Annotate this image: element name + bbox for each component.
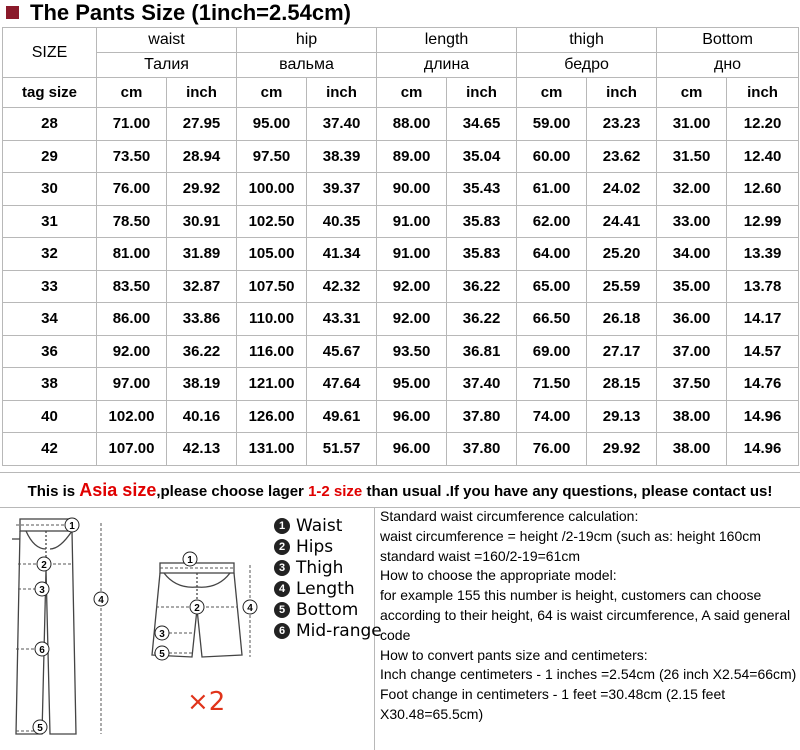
group-header-waist-ru: Талия: [97, 53, 237, 78]
value-cell: 88.00: [377, 108, 447, 141]
value-cell: 62.00: [517, 205, 587, 238]
value-cell: 12.99: [727, 205, 799, 238]
table-row: [3, 173, 799, 206]
diagram-num-2: 2: [41, 560, 47, 571]
shorts-num-1: 1: [187, 555, 193, 566]
shorts-drawing: [142, 547, 262, 677]
value-cell: 42.13: [167, 433, 237, 466]
value-cell: 107.00: [97, 433, 167, 466]
value-cell: 66.50: [517, 303, 587, 336]
group-header-bottom: Bottom: [657, 28, 799, 53]
size-info-text: [380, 507, 798, 725]
table-row: [3, 400, 799, 433]
table-row: [3, 368, 799, 401]
value-cell: 91.00: [377, 238, 447, 271]
value-cell: 102.50: [237, 205, 307, 238]
legend-item: [274, 515, 382, 536]
value-cell: 37.40: [447, 368, 517, 401]
group-header-hip: hip: [237, 28, 377, 53]
value-cell: 60.00: [517, 140, 587, 173]
tag-size-header: tag size: [3, 78, 97, 108]
asia-size-notice: [0, 472, 800, 508]
value-cell: 36.81: [447, 335, 517, 368]
group-header-thigh-ru: бедро: [517, 53, 657, 78]
header-row-en: [3, 28, 799, 53]
value-cell: 107.50: [237, 270, 307, 303]
value-cell: 71.50: [517, 368, 587, 401]
value-cell: 43.31: [307, 303, 377, 336]
unit-inch: inch: [447, 78, 517, 108]
value-cell: 76.00: [517, 433, 587, 466]
tag-size-cell: 38: [3, 368, 97, 401]
group-header-length-ru: длина: [377, 53, 517, 78]
value-cell: 92.00: [377, 303, 447, 336]
value-cell: 36.22: [447, 303, 517, 336]
value-cell: 64.00: [517, 238, 587, 271]
value-cell: 97.50: [237, 140, 307, 173]
value-cell: 40.16: [167, 400, 237, 433]
number-badge-icon: 5: [274, 602, 290, 618]
size-header: SIZE: [3, 28, 97, 78]
tag-size-cell: 31: [3, 205, 97, 238]
value-cell: 40.35: [307, 205, 377, 238]
value-cell: 14.17: [727, 303, 799, 336]
number-badge-icon: 6: [274, 623, 290, 639]
table-row: [3, 303, 799, 336]
tag-size-cell: 40: [3, 400, 97, 433]
value-cell: 37.80: [447, 433, 517, 466]
info-line: How to choose the appropriate model:: [380, 567, 617, 584]
value-cell: 45.67: [307, 335, 377, 368]
table-row: [3, 238, 799, 271]
tag-size-cell: 33: [3, 270, 97, 303]
value-cell: 59.00: [517, 108, 587, 141]
legend-label: Mid-range: [296, 620, 382, 641]
value-cell: 49.61: [307, 400, 377, 433]
header-row-ru: [3, 53, 799, 78]
value-cell: 71.00: [97, 108, 167, 141]
title-bar: [0, 0, 800, 26]
notice-size-range: 1-2 size: [308, 483, 363, 500]
table-row: [3, 270, 799, 303]
number-badge-icon: 1: [274, 518, 290, 534]
value-cell: 91.00: [377, 205, 447, 238]
notice-text-3: than usual .If you have any questions, please contact us!: [362, 483, 773, 500]
number-badge-icon: 2: [274, 539, 290, 555]
value-cell: 36.00: [657, 303, 727, 336]
value-cell: 29.92: [587, 433, 657, 466]
value-cell: 30.91: [167, 205, 237, 238]
value-cell: 116.00: [237, 335, 307, 368]
table-row: [3, 335, 799, 368]
value-cell: 34.00: [657, 238, 727, 271]
value-cell: 24.02: [587, 173, 657, 206]
shorts-num-3: 3: [159, 629, 165, 640]
value-cell: 31.50: [657, 140, 727, 173]
legend-label: Bottom: [296, 599, 359, 620]
number-badge-icon: 3: [274, 560, 290, 576]
value-cell: 36.22: [447, 270, 517, 303]
unit-cm: cm: [97, 78, 167, 108]
value-cell: 90.00: [377, 173, 447, 206]
legend-item: [274, 578, 382, 599]
group-header-hip-ru: вальма: [237, 53, 377, 78]
quantity-times-two: ×2: [187, 687, 226, 717]
value-cell: 29.13: [587, 400, 657, 433]
value-cell: 32.87: [167, 270, 237, 303]
value-cell: 12.20: [727, 108, 799, 141]
value-cell: 121.00: [237, 368, 307, 401]
value-cell: 81.00: [97, 238, 167, 271]
tag-size-cell: 32: [3, 238, 97, 271]
unit-cm: cm: [517, 78, 587, 108]
value-cell: 27.95: [167, 108, 237, 141]
value-cell: 92.00: [377, 270, 447, 303]
value-cell: 105.00: [237, 238, 307, 271]
page-title: The Pants Size (1inch=2.54cm): [30, 0, 351, 25]
value-cell: 31.00: [657, 108, 727, 141]
value-cell: 25.20: [587, 238, 657, 271]
unit-cm: cm: [657, 78, 727, 108]
value-cell: 12.60: [727, 173, 799, 206]
value-cell: 14.57: [727, 335, 799, 368]
value-cell: 89.00: [377, 140, 447, 173]
value-cell: 110.00: [237, 303, 307, 336]
value-cell: 29.92: [167, 173, 237, 206]
unit-inch: inch: [727, 78, 799, 108]
value-cell: 37.40: [307, 108, 377, 141]
legend-item: [274, 620, 382, 641]
bottom-section: [0, 507, 800, 750]
value-cell: 38.00: [657, 433, 727, 466]
group-header-length: length: [377, 28, 517, 53]
measurement-legend: [274, 515, 382, 641]
value-cell: 37.50: [657, 368, 727, 401]
value-cell: 47.64: [307, 368, 377, 401]
value-cell: 28.15: [587, 368, 657, 401]
value-cell: 31.89: [167, 238, 237, 271]
value-cell: 35.00: [657, 270, 727, 303]
shorts-num-4: 4: [247, 603, 253, 614]
value-cell: 35.04: [447, 140, 517, 173]
value-cell: 95.00: [237, 108, 307, 141]
notice-text-2: ,please choose lager: [156, 483, 309, 500]
legend-label: Thigh: [296, 557, 344, 578]
long-pants-drawing: [6, 509, 116, 749]
group-header-thigh: thigh: [517, 28, 657, 53]
value-cell: 26.18: [587, 303, 657, 336]
value-cell: 14.96: [727, 400, 799, 433]
value-cell: 126.00: [237, 400, 307, 433]
value-cell: 23.23: [587, 108, 657, 141]
tag-size-cell: 30: [3, 173, 97, 206]
value-cell: 13.78: [727, 270, 799, 303]
value-cell: 25.59: [587, 270, 657, 303]
value-cell: 95.00: [377, 368, 447, 401]
tag-size-cell: 28: [3, 108, 97, 141]
value-cell: 35.43: [447, 173, 517, 206]
legend-label: Length: [296, 578, 355, 599]
value-cell: 37.00: [657, 335, 727, 368]
unit-inch: inch: [587, 78, 657, 108]
value-cell: 35.83: [447, 238, 517, 271]
value-cell: 42.32: [307, 270, 377, 303]
tag-size-cell: 36: [3, 335, 97, 368]
unit-inch: inch: [307, 78, 377, 108]
unit-cm: cm: [237, 78, 307, 108]
value-cell: 38.00: [657, 400, 727, 433]
table-row: [3, 205, 799, 238]
value-cell: 51.57: [307, 433, 377, 466]
info-line: for example 155 this number is height, customers can choose according to their height, 64 is waist circumference, A said general code: [380, 587, 791, 643]
measurement-illustration: [2, 507, 382, 750]
unit-inch: inch: [167, 78, 237, 108]
value-cell: 14.76: [727, 368, 799, 401]
value-cell: 96.00: [377, 433, 447, 466]
value-cell: 78.50: [97, 205, 167, 238]
legend-item: [274, 557, 382, 578]
value-cell: 97.00: [97, 368, 167, 401]
value-cell: 100.00: [237, 173, 307, 206]
tag-size-cell: 29: [3, 140, 97, 173]
diagram-num-4: 4: [98, 595, 104, 606]
value-cell: 69.00: [517, 335, 587, 368]
info-line: Foot change in centimeters - 1 feet =30.48cm (2.15 feet X30.48=65.5cm): [380, 686, 726, 722]
value-cell: 14.96: [727, 433, 799, 466]
title-square-icon: [6, 6, 19, 19]
value-cell: 12.40: [727, 140, 799, 173]
legend-label: Hips: [296, 536, 334, 557]
value-cell: 34.65: [447, 108, 517, 141]
shorts-num-2: 2: [194, 603, 200, 614]
group-header-waist: waist: [97, 28, 237, 53]
value-cell: 83.50: [97, 270, 167, 303]
value-cell: 102.00: [97, 400, 167, 433]
value-cell: 38.39: [307, 140, 377, 173]
tag-size-cell: 34: [3, 303, 97, 336]
diagram-num-5: 5: [37, 723, 43, 734]
value-cell: 41.34: [307, 238, 377, 271]
notice-asia-size: Asia size: [79, 480, 157, 500]
info-line: Inch change centimeters - 1 inches =2.54cm (26 inch X2.54=66cm): [380, 666, 797, 683]
value-cell: 92.00: [97, 335, 167, 368]
diagram-num-3: 3: [39, 585, 45, 596]
unit-cm: cm: [377, 78, 447, 108]
value-cell: 76.00: [97, 173, 167, 206]
value-cell: 65.00: [517, 270, 587, 303]
tag-size-cell: 42: [3, 433, 97, 466]
value-cell: 35.83: [447, 205, 517, 238]
value-cell: 23.62: [587, 140, 657, 173]
number-badge-icon: 4: [274, 581, 290, 597]
value-cell: 93.50: [377, 335, 447, 368]
value-cell: 24.41: [587, 205, 657, 238]
legend-item: [274, 536, 382, 557]
legend-item: [274, 599, 382, 620]
value-cell: 28.94: [167, 140, 237, 173]
value-cell: 96.00: [377, 400, 447, 433]
value-cell: 38.19: [167, 368, 237, 401]
size-table: [2, 27, 799, 466]
value-cell: 33.86: [167, 303, 237, 336]
value-cell: 39.37: [307, 173, 377, 206]
value-cell: 131.00: [237, 433, 307, 466]
unit-header-row: [3, 78, 799, 108]
shorts-num-5: 5: [159, 649, 165, 660]
value-cell: 32.00: [657, 173, 727, 206]
value-cell: 86.00: [97, 303, 167, 336]
info-line: waist circumference = height /2-19cm (such as: height 160cm standard waist =160/2-19=61cm: [380, 527, 761, 564]
value-cell: 13.39: [727, 238, 799, 271]
value-cell: 36.22: [167, 335, 237, 368]
value-cell: 33.00: [657, 205, 727, 238]
table-row: [3, 433, 799, 466]
info-line: How to convert pants size and centimeters:: [380, 646, 648, 663]
value-cell: 73.50: [97, 140, 167, 173]
legend-label: Waist: [296, 515, 343, 536]
value-cell: 27.17: [587, 335, 657, 368]
info-line: Standard waist circumference calculation:: [380, 508, 639, 524]
value-cell: 74.00: [517, 400, 587, 433]
group-header-bottom-ru: дно: [657, 53, 799, 78]
table-row: [3, 140, 799, 173]
diagram-num-1: 1: [69, 521, 75, 532]
value-cell: 61.00: [517, 173, 587, 206]
table-row: [3, 108, 799, 141]
diagram-num-6: 6: [39, 645, 45, 656]
value-cell: 37.80: [447, 400, 517, 433]
notice-text-1: This is: [27, 483, 80, 500]
